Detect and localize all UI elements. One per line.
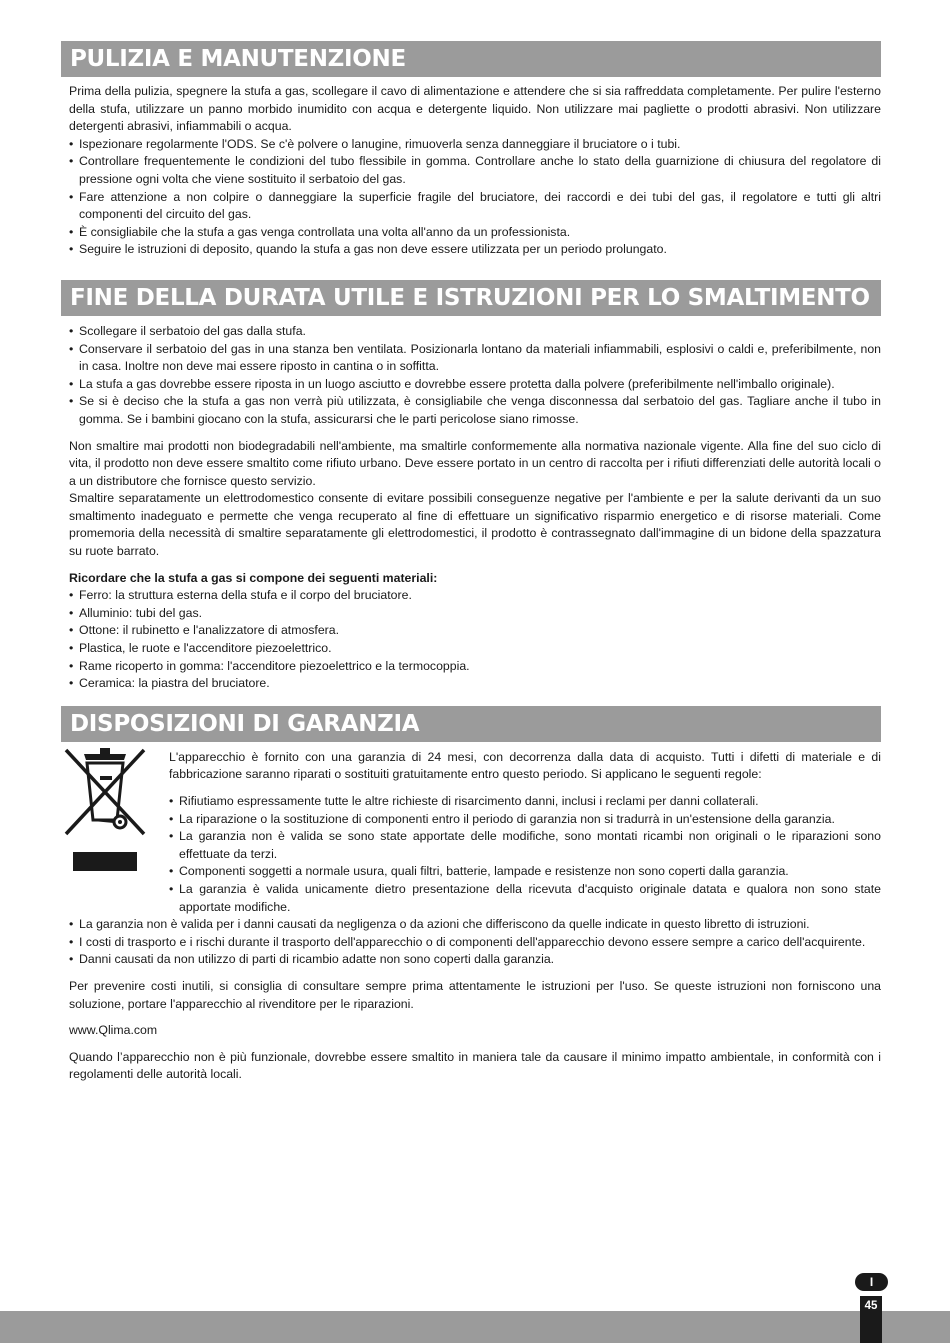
list-item: • Se si è deciso che la stufa a gas non verrà più utilizzata, è consigliabile che venga disconnessa dal serbatoio del gas. Tagliare anche il tubo in gomma. Se i bambini giocano con la stufa, assicurarsi che le parti pericolose siano rimosse. [69,393,881,428]
list-item: • Controllare frequentemente le condizioni del tubo flessibile in gomma. Controllare anche lo stato della guarnizione di chiusura del regolatore di pressione ogni volta che viene sostituito il serbatoio del gas. [69,153,881,188]
section-title-cleaning: PULIZIA E MANUTENZIONE [61,41,881,77]
list-item: • Rame ricoperto in gomma: l'accenditore piezoelettrico e la termocoppia. [69,658,881,676]
list-item: • Componenti soggetti a normale usura, quali filtri, batterie, lampade e resistenze non sono coperti dalla garanzia. [169,863,881,881]
section-title-warranty: DISPOSIZIONI DI GARANZIA [61,706,881,742]
list-item: • Ferro: la struttura esterna della stufa e il corpo del bruciatore. [69,587,881,605]
list-item: • La garanzia non è valida per i danni causati da negligenza o da azioni che differiscono da quelle indicate in questo libretto di istruzioni. [69,916,881,934]
crossed-out-wheelie-bin-icon [60,742,150,872]
list-item: • La garanzia non è valida se sono state apportate delle modifiche, sono montati ricambi non originali o le riparazioni sono effettuate da terzi. [169,828,881,863]
materials-list [69,587,881,693]
warranty-intro: L'apparecchio è fornito con una garanzia di 24 mesi, con decorrenza dalla data di acquisto. Tutti i difetti di materiale e di fabbricazione saranno riparati o sostituiti gratuitamente entro questo periodo. Si applicano le seguenti regole: [169,749,881,782]
list-item: • Ispezionare regolarmente l'ODS. Se c'è polvere o lanugine, rimuoverla senza danneggiare il bruciatore o i tubi. [69,136,881,154]
list-item: • Alluminio: tubi del gas. [69,605,881,623]
disposal-bullet-list [69,323,881,429]
materials-heading: Ricordare che la stufa a gas si compone dei seguenti materiali: [69,570,438,585]
cleaning-intro: Prima della pulizia, spegnere la stufa a gas, scollegare il cavo di alimentazione e attendere che si sia raffreddata completamente. Per pulire l'esterno della stufa, utilizzare un panno morbido inumidito con acqua e detergente liquido. Non utilizzare mai pagliette o prodotti abrasivi. Non utilizzare detergenti abrasivi, infiammabili o acqua. [69,84,881,134]
list-item: • Fare attenzione a non colpire o danneggiare la superficie fragile del bruciatore, dei raccordi e dei tubi del gas, il regolatore e tutti gli altri componenti del circuito del gas. [69,189,881,224]
document-page [61,38,881,1084]
list-item: • Ottone: il rubinetto e l'analizzatore di atmosfera. [69,622,881,640]
language-badge: I [855,1273,888,1291]
section-title-disposal: FINE DELLA DURATA UTILE E ISTRUZIONI PER LO SMALTIMENTO [61,280,881,316]
list-item: • La garanzia è valida unicamente dietro presentazione della ricevuta d'acquisto originale datata e qualora non sono state apportate modifiche. [169,881,881,916]
list-item: • Ceramica: la piastra del bruciatore. [69,675,881,693]
list-item: • È consigliabile che la stufa a gas venga controllata una volta all'anno da un professionista. [69,224,881,242]
list-item: • Seguire le istruzioni di deposito, quando la stufa a gas non deve essere utilizzata per un periodo prolungato. [69,241,881,259]
section-end-of-life-disposal [61,280,881,693]
section-warranty [61,706,881,1084]
warranty-paragraph-1: Per prevenire costi inutili, si consiglia di consultare sempre prima attentamente le istruzioni per l'uso. Se queste istruzioni non forniscono una soluzione, portare l'apparecchio al rivenditore per le riparazioni. [69,978,881,1011]
section-cleaning-maintenance [61,41,881,259]
warranty-paragraph-2: Quando l’apparecchio non è più funzionale, dovrebbe essere smaltito in maniera tale da causare il minimo impatto ambientale, in conformità con i regolamenti delle autorità locali. [69,1049,881,1082]
cleaning-bullet-list [69,136,881,259]
footer-band [0,1311,950,1343]
list-item: • Plastica, le ruote e l'accenditore piezoelettrico. [69,640,881,658]
list-item: • Conservare il serbatoio del gas in una stanza ben ventilata. Posizionarla lontano da materiali infiammabili, esplosivi o caldi e, preferibilmente, non in casa. Inoltre non deve mai essere riposto in cantina o in soffitta. [69,341,881,376]
list-item: • Scollegare il serbatoio del gas dalla stufa. [69,323,881,341]
list-item: • La riparazione o la sostituzione di componenti entro il periodo di garanzia non si tradurrà in un'estensione della garanzia. [169,811,881,829]
disposal-paragraph-2: Smaltire separatamente un elettrodomestico consente di evitare possibili conseguenze negative per l'ambiente e per la salute derivanti da un suo smaltimento inadeguato e permette che venga recuperato al fine di effettuare un significativo risparmio energetico e di risorse materiali. Come promemoria della necessità di smaltire separatamente gli elettrodomestici, il prodotto è contrassegnato dall'immagine di un bidone della spazzatura su ruote barrato. [69,491,881,559]
list-item: • Rifiutiamo espressamente tutte le altre richieste di risarcimento danni, inclusi i reclami per danni collaterali. [169,793,881,811]
warranty-rules-list [169,793,881,916]
list-item: • La stufa a gas dovrebbe essere riposta in un luogo asciutto e dovrebbe essere protetta dalla polvere (preferibilmente nell'imballo originale). [69,376,881,394]
website-link[interactable]: www.Qlima.com [69,1023,158,1038]
warranty-exclusions-list [69,916,881,969]
disposal-paragraph-1: Non smaltire mai prodotti non biodegradabili nell'ambiente, ma smaltirle conformemente alla normativa nazionale vigente. Alla fine del suo ciclo di vita, il prodotto non deve essere smaltito come rifiuto urbano. Deve essere portato in un centro di raccolta per i rifiuti differenziati delle autorità locali o a un distributore che fornisce questo servizio. [69,438,881,488]
list-item: • I costi di trasporto e i rischi durante il trasporto dell'apparecchio o di componenti dell'apparecchio devono essere sempre a carico dell'acquirente. [69,934,881,952]
list-item: • Danni causati da non utilizzo di parti di ricambio adatte non sono coperti dalla garanzia. [69,951,881,969]
page-number: 45 [864,1300,878,1312]
